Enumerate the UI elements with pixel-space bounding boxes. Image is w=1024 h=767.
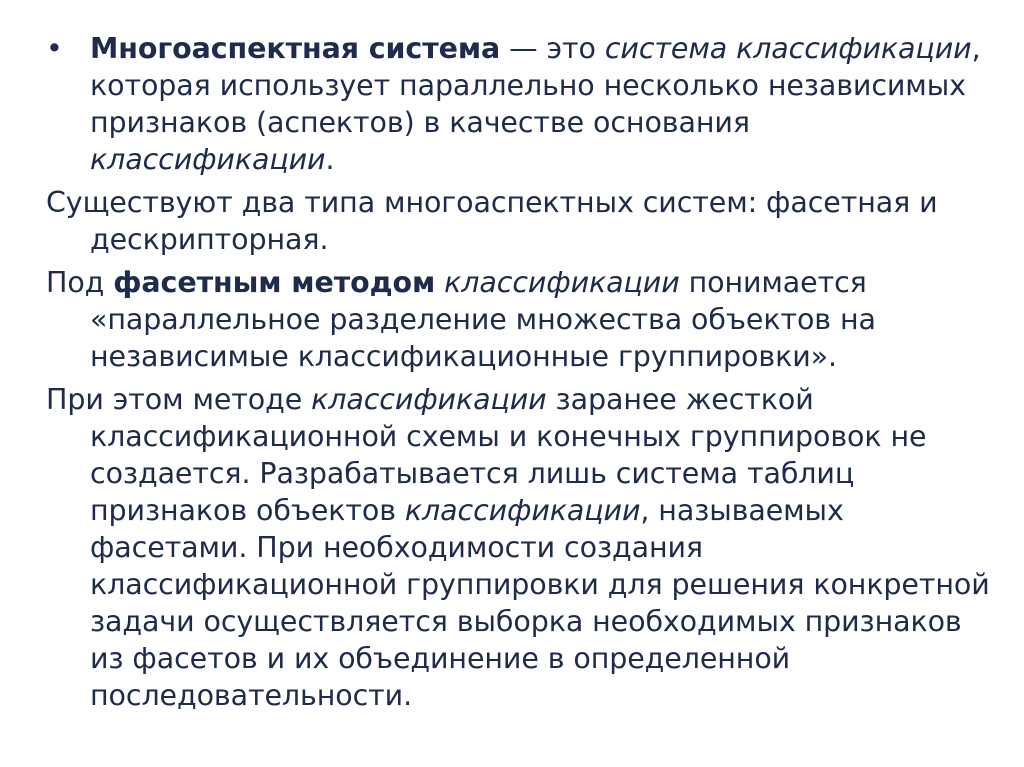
paragraph-definition xyxy=(46,30,996,178)
text-segment: Под xyxy=(46,266,114,299)
text-segment: заранее жесткой классификационной схемы и конечных группировок не создается. Разрабатывается лишь система таблиц признаков объектов xyxy=(90,383,927,527)
text-segment: , называемых фасетами. При необходимости создания классификационной группировки для решения конкретной задачи осуществляется выборка необходимых признаков из фасетов и их объединение в определенной последовательности. xyxy=(90,494,990,712)
text-segment: . xyxy=(325,143,335,176)
text-segment: — это xyxy=(500,32,605,65)
text-segment: , которая использует параллельно несколько независимых признаков (аспектов) в качестве основания xyxy=(90,32,981,139)
bullet-icon: • xyxy=(46,32,63,65)
paragraph-facet-method xyxy=(46,264,996,375)
term-facet-method: фасетным методом xyxy=(113,266,436,299)
text-segment: Существуют два типа многоаспектных систем: фасетная и дескрипторная. xyxy=(46,186,938,256)
term-classification: классификации xyxy=(444,266,680,299)
term-classification-system: система классификации xyxy=(604,32,972,65)
paragraph-two-types xyxy=(46,184,996,258)
paragraph-method-details xyxy=(46,381,996,714)
term-classification: классификации xyxy=(311,383,547,416)
term-classification: классификации xyxy=(90,143,326,176)
term-classification: классификации xyxy=(404,494,641,527)
text-segment: При этом методе xyxy=(46,383,312,416)
text-segment xyxy=(435,266,444,299)
term-multiaspect-system: Многоаспектная система xyxy=(90,32,501,65)
text-segment: понимается «параллельное разделение множества объектов на независимые классификационные группировки». xyxy=(90,266,876,373)
